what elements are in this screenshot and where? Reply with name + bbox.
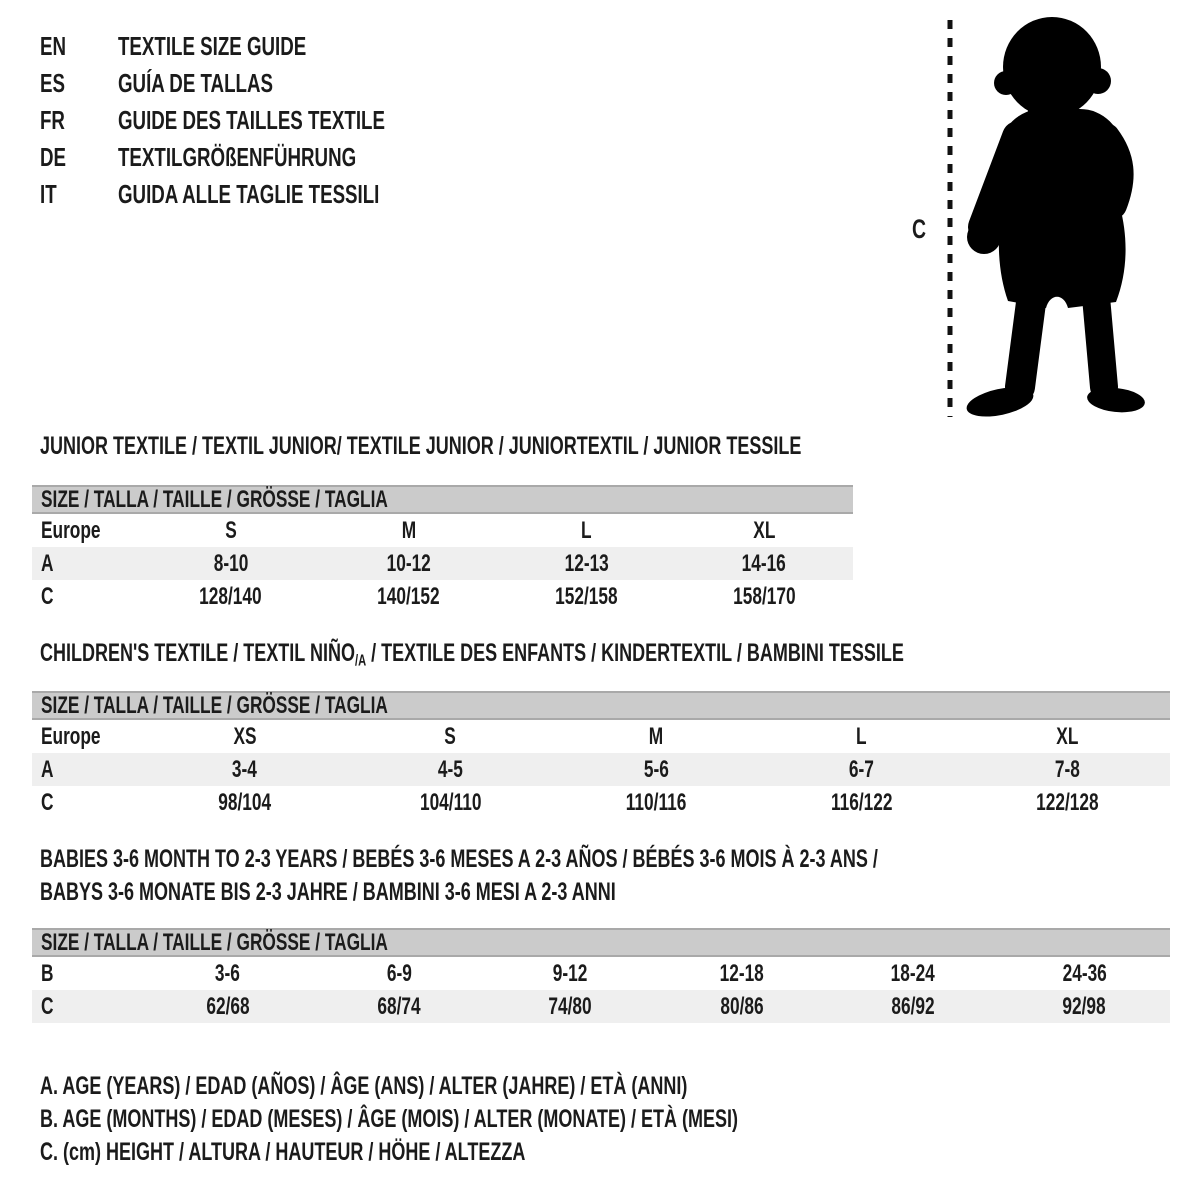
language-title: TEXTILE SIZE GUIDE — [118, 31, 307, 61]
language-row-en — [40, 28, 489, 65]
cell: XS — [233, 722, 257, 750]
cell: M — [648, 722, 664, 750]
row-label: A — [41, 755, 54, 783]
language-row-es — [40, 65, 489, 102]
row-label: A — [41, 549, 54, 577]
cell: 80/86 — [720, 992, 764, 1020]
cell: 128/140 — [199, 582, 263, 610]
language-code: DE — [40, 142, 67, 172]
babies-size-table — [32, 928, 1170, 1023]
cell: 4-5 — [437, 755, 463, 783]
cell: L — [581, 516, 592, 544]
cell: S — [444, 722, 457, 750]
cell: XL — [753, 516, 776, 544]
table-row-europe — [32, 720, 1170, 753]
language-row-it — [40, 176, 489, 213]
legend-item-a: A. AGE (YEARS) / EDAD (AÑOS) / ÂGE (ANS) / ALTER (JAHRE) / ETÀ (ANNI) — [40, 1072, 688, 1100]
cell: 110/116 — [625, 788, 687, 816]
table-row-height — [32, 786, 1170, 819]
cell: 140/152 — [377, 582, 440, 610]
row-label: Europe — [41, 516, 101, 544]
table-row-months — [32, 957, 1170, 990]
size-header-band: SIZE / TALLA / TAILLE / GRÖSSE / TAGLIA — [32, 485, 853, 514]
baby-silhouette-svg — [900, 5, 1200, 435]
cell: 152/158 — [555, 582, 618, 610]
language-code: IT — [40, 179, 57, 209]
legend-item-b: B. AGE (MONTHS) / EDAD (MESES) / ÂGE (MOIS) / ALTER (MONATE) / ETÀ (MESI) — [40, 1105, 738, 1133]
cell: 86/92 — [891, 992, 935, 1020]
baby-silhouette — [964, 17, 1146, 422]
cell: 3-6 — [215, 959, 241, 987]
children-size-table — [32, 691, 1170, 819]
cell: 5-6 — [643, 755, 669, 783]
language-row-fr — [40, 102, 489, 139]
table-row-height — [32, 580, 853, 613]
row-label: Europe — [41, 722, 101, 750]
table-row-age — [32, 547, 853, 580]
row-label: C — [41, 788, 54, 816]
baby-figure — [900, 5, 1200, 435]
table-row-age — [32, 753, 1170, 786]
language-title: GUIDA ALLE TAGLIE TESSILI — [118, 179, 380, 209]
cell: 98/104 — [218, 788, 272, 816]
cell: 6-9 — [386, 959, 412, 987]
legend-item-c: C. (cm) HEIGHT / ALTURA / HAUTEUR / HÖHE / ALTEZZA — [40, 1138, 526, 1166]
language-code: FR — [40, 105, 65, 135]
cell: 24-36 — [1062, 959, 1107, 987]
size-header-band: SIZE / TALLA / TAILLE / GRÖSSE / TAGLIA — [32, 691, 1170, 720]
row-label: C — [41, 582, 54, 610]
cell: 12-18 — [719, 959, 764, 987]
cell: 158/170 — [732, 582, 796, 610]
junior-section-title: JUNIOR TEXTILE / TEXTIL JUNIOR/ TEXTILE JUNIOR / JUNIORTEXTIL / JUNIOR TESSILE — [40, 432, 802, 460]
row-label: C — [41, 992, 54, 1020]
cell: 92/98 — [1062, 992, 1106, 1020]
cell: 18-24 — [890, 959, 936, 987]
measure-label-c: C — [912, 214, 927, 244]
title-subscript: /A — [354, 652, 367, 670]
cell: 3-4 — [232, 755, 258, 783]
language-code: EN — [40, 31, 67, 61]
size-header-band: SIZE / TALLA / TAILLE / GRÖSSE / TAGLIA — [32, 928, 1170, 957]
children-section-title: CHILDREN'S TEXTILE / TEXTIL NIÑO/A / TEXTILE DES ENFANTS / KINDERTEXTIL / BAMBINI TESSILE — [40, 639, 904, 670]
language-title: GUÍA DE TALLAS — [118, 68, 273, 98]
cell: 7-8 — [1054, 755, 1080, 783]
cell: 104/110 — [419, 788, 482, 816]
language-row-de — [40, 139, 489, 176]
cell: 68/74 — [377, 992, 421, 1020]
cell: 116/122 — [830, 788, 893, 816]
cell: 62/68 — [206, 992, 250, 1020]
cell: 8-10 — [213, 549, 249, 577]
cell: 12-13 — [564, 549, 609, 577]
table-row-europe — [32, 514, 853, 547]
language-list — [40, 28, 489, 213]
cell: L — [856, 722, 867, 750]
cell: 9-12 — [553, 959, 588, 987]
cell: 122/128 — [1035, 788, 1099, 816]
cell: 14-16 — [742, 549, 787, 577]
babies-section-title: BABIES 3-6 MONTH TO 2-3 YEARS / BEBÉS 3-6 MESES A 2-3 AÑOS / BÉBÉS 3-6 MOIS À 2-3 ANS / BABYS 3-6 MONATE BIS 2-3 JAHRE / BAMBINI 3-6 MESI A 2-3 ANNI — [40, 845, 878, 906]
junior-size-table — [32, 485, 853, 613]
language-title: GUIDE DES TAILLES TEXTILE — [118, 105, 385, 135]
table-row-height — [32, 990, 1170, 1023]
language-code: ES — [40, 68, 65, 98]
row-label: B — [41, 959, 54, 987]
cell: XL — [1056, 722, 1079, 750]
cell: 74/80 — [548, 992, 592, 1020]
cell: M — [401, 516, 416, 544]
cell: 10-12 — [386, 549, 431, 577]
cell: S — [225, 516, 237, 544]
cell: 6-7 — [849, 755, 875, 783]
legend — [40, 1070, 1009, 1169]
language-title: TEXTILGRÖßENFÜHRUNG — [118, 142, 357, 172]
